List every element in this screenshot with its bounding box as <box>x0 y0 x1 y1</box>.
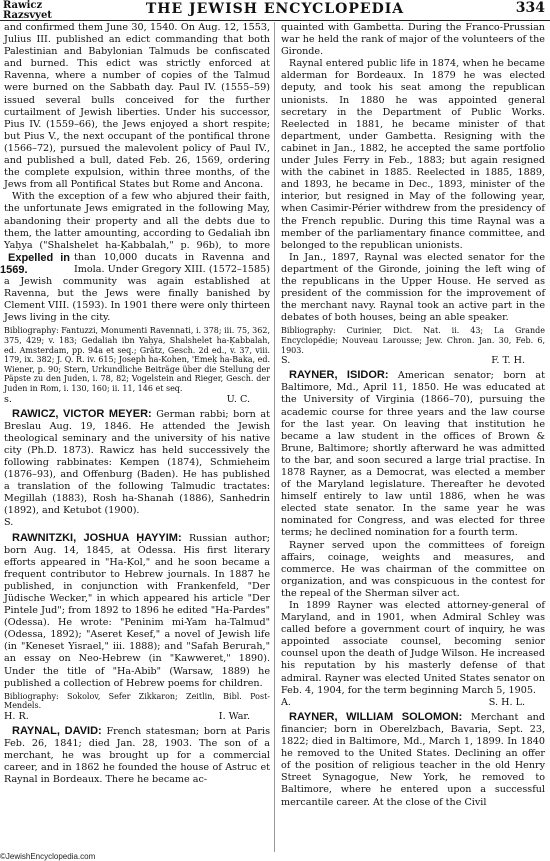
paragraph-text: With the exception of a few who abjured their faith, the unfortunate Jews emigrated in the following May, abandoning their property and all the debts due to them, the latter amounting, according to Gedaliah ibn Yaḥya ("Shalshelet ha-Ḳabbalah," p. 96b), to more than 10,000 ducats in <box>4 191 270 263</box>
journal-title: THE JEWISH ENCYCLOPEDIA <box>145 1 405 17</box>
page-number: 334 <box>515 0 545 16</box>
entry-text: Merchant and financier; born in Oberelzbach, Bavaria, Sept. 23, 1822; died in Baltimore, Md., March 1, 1899. In 1840 he removed to the United States. Declining an offer of the position of religious teacher in the old Henry Street Synagogue, New York, he removed to Baltimore, where he entered upon a successful mercantile career. At the close of the Civil <box>281 711 545 808</box>
paragraph-text: Ravenna and Imola. Under Gregory XIII. (1572–1585) a Jewish community was again established at Ravenna, but the Jews were finally banished by Clement VIII. (1593). In 1901 there were only thirteen Jews living in the city. <box>4 251 270 324</box>
entry-rayner-william <box>281 711 545 809</box>
paragraph: In Jan., 1897, Raynal was elected senator for the department of the Gironde, joining the left wing of the republicans in the Upper House. He served as president of the commission for the improvement of the merchant navy. Raynal took an active part in the debates of both houses, being an able speaker. <box>281 251 545 324</box>
signature-author: S. H. L. <box>488 696 525 708</box>
paragraph: Raynal entered public life in 1874, when he became alderman for Bordeaux. In 1879 he was elected deputy, and took his seat among the republican unionists. In 1880 he was appointed general secretary in the Department of Public Works. Reelected in 1881, he became minister of that department, under Gambetta. Resigning with the cabinet in Jan., 1882, he accepted the same portfolio under Jules Ferry in Feb., 1883; but again resigned with the cabinet in 1885. Reelected in 1885, 1889, and 1893, he became in Dec., 1893, minister of the interior, but resigned in May of the following year, when Casimir-Périer withdrew from the presidency of the French republic. During this time Raynal was a member of the parliamentary finance committee, and belonged to the republican unionists. <box>281 58 545 251</box>
signature-author: F. T. H. <box>491 355 525 367</box>
entry-rayner-isidor <box>281 369 545 539</box>
header-first-word: Rawicz <box>3 0 43 11</box>
paragraph: In 1899 Rayner was elected attorney-general of Maryland, and in 1901, when Admiral Schley was called before a government court of inquiry, he was appointed associate counsel, becoming senior counsel upon the death of Judge Wilson. He increased his reputation by his masterly defense of that admiral. Rayner was elected United States senator on Feb. 4, 1904, for the term beginning March 5, 1905. <box>281 600 545 696</box>
left-column <box>0 22 270 787</box>
bibliography: Bibliography: Sokolov, Sefer Zikkaron; Zeitlin, Bibl. Post-Mendels. <box>4 691 270 711</box>
paragraph: quainted with Gambetta. During the Franco-Prussian war he held the rank of major of the volunteers of the Gironde. <box>281 22 545 58</box>
signature-code: s. <box>4 393 12 405</box>
paragraph <box>0 191 270 324</box>
paragraph: and confirmed them June 30, 1540. On Aug. 12, 1553, Julius III. published an edict commanding that both Palestinian and Babylonian Talmuds be confiscated and burned. This edict was strictly enforced at Ravenna, where a number of copies of the Talmud were burned on the Sabbath day. Paul IV. (1555–59) issued several bulls conceived for the further curtailment of Jewish liberties. Under his successor, Pius IV. (1559–66), the Jews enjoyed a short respite; but Pius V., the next occupant of the pontifical throne (1566–72), pursued the malevolent policy of Paul IV., and published a bull, dated Feb. 26, 1569, ordering the complete expulsion, within three months, of the Jews from all Pontifical States but Rome and Ancona. <box>4 22 270 191</box>
right-column <box>281 22 545 809</box>
running-header <box>0 0 550 22</box>
entry-text: French statesman; born at Paris Feb. 26, 1841; died Jan. 28, 1903. The son of a merchant, he was brought up for a commercial career, and in 1862 he founded the house of Astruc et Raynal in Bordeaux. There he became ac- <box>4 726 270 786</box>
column-divider <box>274 22 275 852</box>
bibliography: Bibliography: Curinier, Dict. Nat. ii. 43; La Grande Encyclopédie; Nouveau Larousse; Jew. Chron. Jan. 30, Feb. 6, 1903. <box>281 326 545 355</box>
signature-code: S. <box>4 517 14 529</box>
bibliography: Bibliography: Fantuzzi, Monumenti Ravennati, i. 378; iii. 75, 362, 375, 429; v. 183; Gedaliah ibn Yaḥya, Shalshelet ha-Ḳabbalah, ed. Amsterdam, pp. 94a et seq.; Grätz, Gesch. 2d ed., v. 37, viii. 179, ix. 382; J. Q. R. iv. 615; Joseph ha-Kohen, 'Emeḳ ha-Baka, ed. Wiener, p. 90; Stern, Urkundliche Beiträge über die Stellung der Päpste zu den Juden, i. 78, 82; Vogelstein and Rieger, Gesch. der Juden in Rom, i. 130, 160; ii. 11, 146 et seq. <box>4 326 270 393</box>
signature-author: U. C. <box>226 393 250 405</box>
signature-code: S. <box>281 355 291 367</box>
signature <box>4 394 270 406</box>
marginal-note: Expelled in 1569. <box>0 251 70 276</box>
entry-heading: RAYNAL, DAVID: <box>12 725 102 738</box>
entry-rawicz <box>4 408 270 518</box>
signature <box>4 711 270 723</box>
signature-author: I. War. <box>218 710 250 722</box>
signature-code: A. <box>281 696 291 708</box>
paragraph: Rayner served upon the committees of foreign affairs, coinage, weights and measures, and commerce. He was chairman of the committee on organization, and was conspicuous in the contest for the repeal of the Sherman silver act. <box>281 539 545 599</box>
entry-rawnitzki <box>4 532 270 690</box>
entry-heading: RAYNER, WILLIAM SOLOMON: <box>289 710 463 723</box>
entry-text: German rabbi; born at Breslau Aug. 19, 1846. He attended the Jewish theological seminary and the university of his native city (Ph.D. 1873). Rawicz has held successively the following rabbinates: Kempen (1874), Schmieheim (1876–93), and Offenburg (Baden). He has published a translation of the following Talmudic tractates: Megillah (1883), Rosh ha-Shanah (1886), Sanhedrin (1892), and Ketubot (1900). <box>4 408 270 517</box>
signature <box>281 355 545 367</box>
header-last-word: Razsvyet <box>3 10 52 21</box>
entry-text: Russian author; born Aug. 14, 1845, at Odessa. His first literary efforts appeared in "Ha-Ḳol," and he soon became a frequent contributor to Hebrew journals. In 1887 he published, in conjunction with Frankenfeld, "Der Jüdische Wecker," in which appeared his article "Der Pintele Jud"; from 1892 to 1896 he edited "Ha-Pardes" (Odessa). He wrote: "Peninim mi-Yam ha-Talmud" (Odessa, 1892); "Aseret Kesef," a novel of Jewish life (in "Keneset Yisrael," iii. 1888); and "Safah Berurah," an essay on Neo-Hebrew (in "Kawweret," 1890). Under the title of "Ha-Abib" (Warsaw, 1889) he published a collection of Hebrew poems for children. <box>4 532 270 689</box>
copyright-footer: ©JewishEncyclopedia.com <box>0 852 96 861</box>
entry-text: American senator; born at Baltimore, Md., April 11, 1850. He was educated at the University of Virginia (1866–70), pursuing the academic course for three years and the law course for the last year. On leaving that institution he became a law student in the offices of Brown & Brune, Baltimore; shortly afterward he was admitted to the bar, and soon secured a large trial practise. In 1878 Rayner, as a Democrat, was elected a member of the Maryland legislature. Thereafter he devoted himself entirely to law until 1886, when he was elected state senator. In the same year he was nominated for Congress, and was elected for three terms; he declined nomination for a fourth term. <box>281 370 545 539</box>
signature <box>281 697 545 709</box>
entry-heading: RAWNITZKI, JOSHUA ḤAYYIM: <box>12 531 182 544</box>
header-rule <box>0 20 550 21</box>
entry-heading: RAYNER, ISIDOR: <box>289 369 389 382</box>
entry-heading: RAWICZ, VICTOR MEYER: <box>12 407 152 420</box>
signature-code: H. R. <box>4 710 29 722</box>
entry-raynal <box>4 725 270 786</box>
signature <box>4 517 270 529</box>
